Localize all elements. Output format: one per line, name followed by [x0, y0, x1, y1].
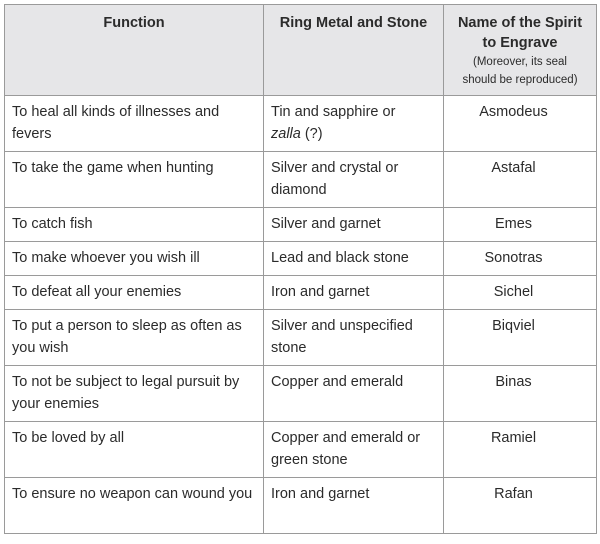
header-spirit-note-line2: should be reproduced)	[462, 74, 578, 86]
header-function: Function	[5, 5, 264, 96]
spirit-cell: Sichel	[444, 276, 597, 310]
ring-cell: Copper and emerald	[264, 366, 444, 422]
spirit-cell: Emes	[444, 208, 597, 242]
function-cell: To ensure no weapon can wound you	[5, 478, 264, 534]
ring-text: Tin and sapphire or	[271, 104, 396, 120]
function-cell: To heal all kinds of illnesses and fevers	[5, 96, 264, 152]
function-cell: To defeat all your enemies	[5, 276, 264, 310]
spirit-cell: Rafan	[444, 478, 597, 534]
header-spirit-line1: Name of the Spirit	[457, 15, 583, 31]
header-spirit-note	[450, 53, 590, 89]
function-cell: To take the game when hunting	[5, 152, 264, 208]
spirit-cell: Asmodeus	[444, 96, 597, 152]
table-row	[5, 152, 597, 208]
table-row	[5, 276, 597, 310]
header-row	[5, 5, 597, 96]
ring-cell: Iron and garnet	[264, 276, 444, 310]
spirit-cell: Biqviel	[444, 310, 597, 366]
function-cell: To make whoever you wish ill	[5, 242, 264, 276]
ring-cell: Silver and crystal or diamond	[264, 152, 444, 208]
ring-spirits-table	[4, 4, 597, 534]
ring-cell: Iron and garnet	[264, 478, 444, 534]
spirit-cell: Astafal	[444, 152, 597, 208]
table-row	[5, 96, 597, 152]
table-row	[5, 242, 597, 276]
function-cell: To be loved by all	[5, 422, 264, 478]
table-row	[5, 422, 597, 478]
function-cell: To not be subject to legal pursuit by your enemies	[5, 366, 264, 422]
header-spirit-note-line1: (Moreover, its seal	[473, 56, 567, 68]
ring-italic-text: zalla	[271, 126, 301, 142]
table-row	[5, 478, 597, 534]
ring-suffix-text: (?)	[300, 126, 323, 142]
spirit-cell: Sonotras	[444, 242, 597, 276]
table-row	[5, 366, 597, 422]
table-row	[5, 310, 597, 366]
ring-cell	[264, 96, 444, 152]
ring-cell: Copper and emerald or green stone	[264, 422, 444, 478]
ring-cell: Lead and black stone	[264, 242, 444, 276]
ring-cell: Silver and unspecified stone	[264, 310, 444, 366]
header-spirit-name	[444, 5, 597, 96]
spirit-cell: Ramiel	[444, 422, 597, 478]
table-row	[5, 208, 597, 242]
ring-cell: Silver and garnet	[264, 208, 444, 242]
function-cell: To put a person to sleep as often as you wish	[5, 310, 264, 366]
function-cell: To catch fish	[5, 208, 264, 242]
header-ring-metal-stone: Ring Metal and Stone	[264, 5, 444, 96]
header-spirit-line2: to Engrave	[482, 35, 558, 51]
spirit-cell: Binas	[444, 366, 597, 422]
